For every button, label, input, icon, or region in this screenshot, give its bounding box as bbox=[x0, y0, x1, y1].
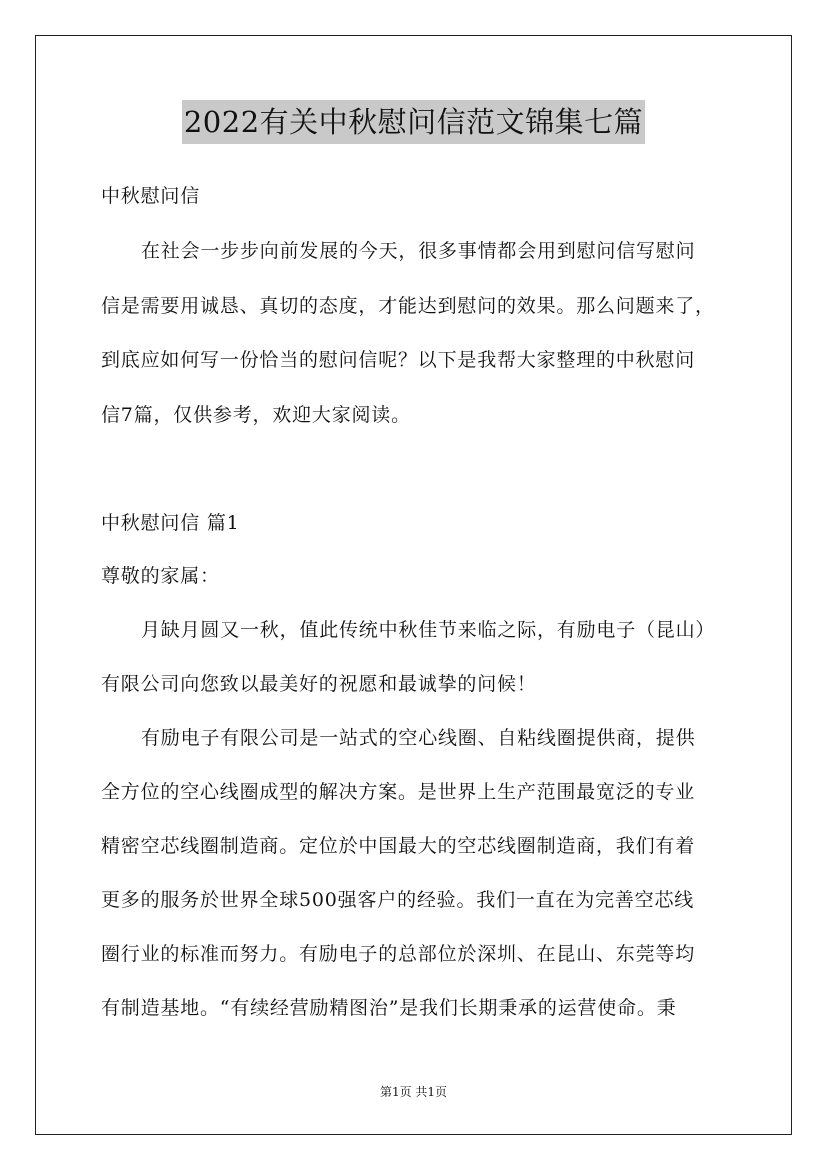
intro-line-4: 信7篇，仅供参考，欢迎大家阅读。 bbox=[101, 404, 411, 426]
para2-line-2: 全方位的空心线圈成型的解决方案。是世界上生产范围最宽泛的专业 bbox=[101, 781, 696, 803]
para2-line-4: 更多的服务於世界全球500强客户的经验。我们一直在为完善空芯线 bbox=[101, 889, 695, 911]
intro-line-1: 在社会一步步向前发展的今天，很多事情都会用到慰问信写慰问 bbox=[141, 240, 696, 262]
heading-text: 中秋慰问信 bbox=[101, 185, 201, 207]
section-title: 中秋慰问信 篇1 bbox=[101, 512, 240, 534]
para1-line-2: 有限公司向您致以最美好的祝愿和最诚挚的问候！ bbox=[101, 673, 537, 695]
para2-line-5: 圈行业的标准而努力。有励电子的总部位於深圳、在昆山、东莞等均 bbox=[101, 943, 696, 965]
para2-line-6: 有制造基地。“有续经营励精图治”是我们长期秉承的运营使命。秉 bbox=[101, 997, 677, 1019]
intro-line-3: 到底应如何写一份恰当的慰问信呢？以下是我帮大家整理的中秋慰问 bbox=[101, 349, 696, 371]
para2-line-3: 精密空芯线圈制造商。定位於中国最大的空芯线圈制造商，我们有着 bbox=[101, 835, 696, 857]
intro-line-2: 信是需要用诚恳、真切的态度，才能达到慰问的效果。那么问题来了， bbox=[101, 295, 715, 317]
para2-line-1: 有励电子有限公司是一站式的空心线圈、自粘线圈提供商，提供 bbox=[141, 727, 696, 749]
title-container bbox=[0, 100, 827, 144]
para1-line-1: 月缺月圆又一秋，值此传统中秋佳节来临之际，有励电子（昆山） bbox=[141, 619, 716, 641]
page-footer: 第1页 共1页 bbox=[379, 1085, 448, 1099]
document-title: 2022有关中秋慰问信范文锦集七篇 bbox=[182, 100, 645, 144]
salutation: 尊敬的家属： bbox=[101, 565, 220, 587]
